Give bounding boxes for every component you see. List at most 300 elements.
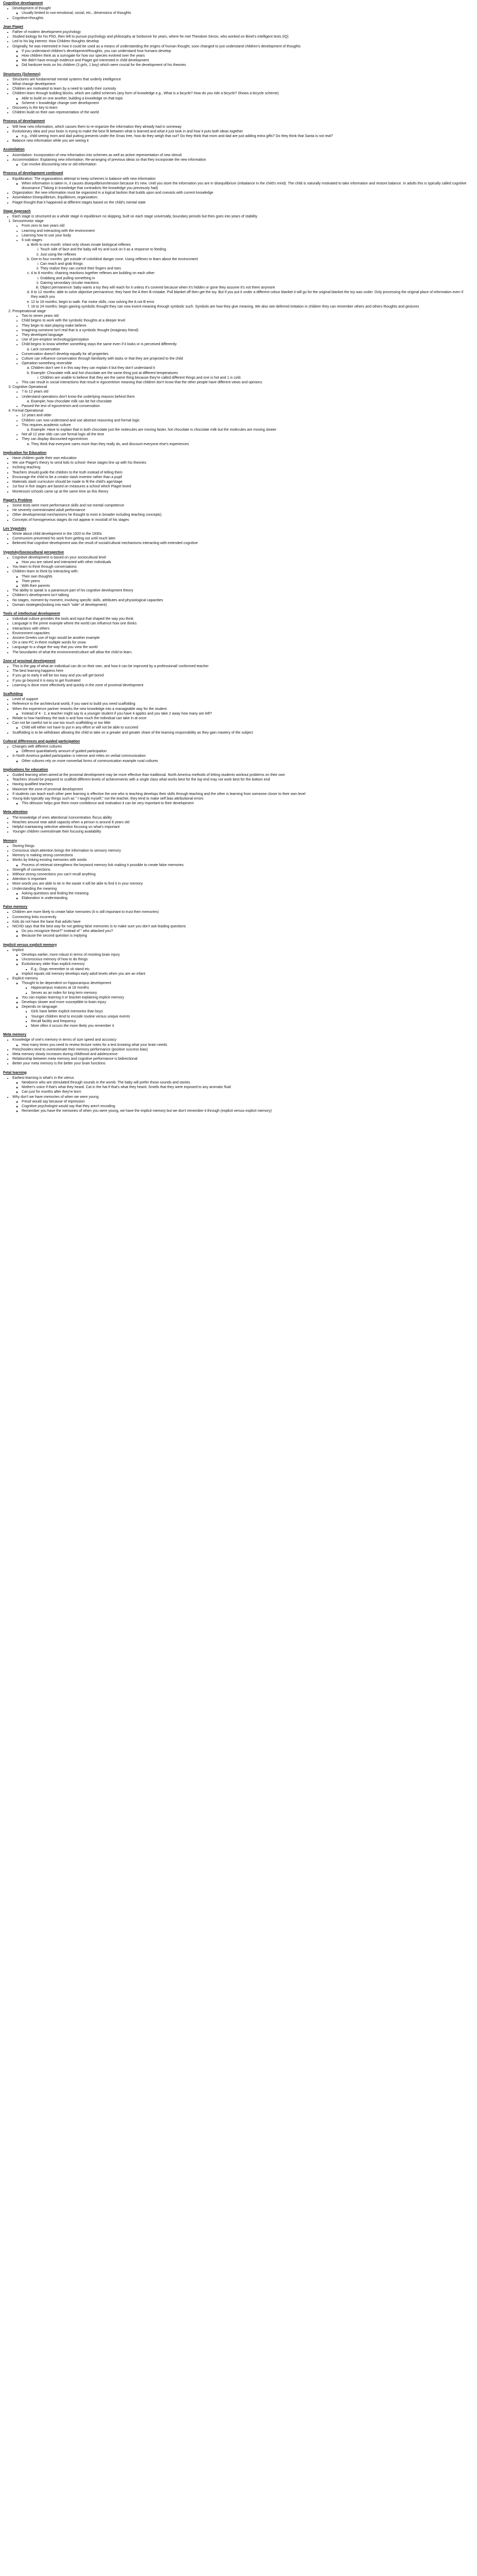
list-item	[22, 584, 468, 588]
list-item-text: Will hear new information, which causes them to re-organize the information they already had in someway	[12, 125, 182, 129]
list-item	[22, 711, 468, 716]
numbered-list	[22, 442, 468, 447]
list-item-text: 12 years and older	[22, 414, 52, 418]
list-item	[40, 262, 468, 266]
list-item	[12, 125, 468, 129]
note-section	[3, 25, 468, 68]
list-item	[22, 357, 468, 361]
note-section	[3, 498, 468, 522]
list-item	[22, 162, 468, 167]
list-item-text: Can involve discounting new or old information	[22, 163, 96, 167]
list-item	[22, 749, 468, 754]
list-item-text: Child will either not have to put in any effort or will not be able to succeed	[22, 726, 138, 730]
section-heading: Vygotsky/Sociocultural perspective	[3, 550, 64, 554]
list-item-text: Conscious slash attention brings the information to sensory memory	[12, 849, 121, 853]
list-item	[31, 304, 468, 309]
bullet-list	[3, 816, 468, 835]
list-item-text: Without strong connections you can't recall anything	[12, 872, 96, 876]
list-item	[22, 972, 468, 976]
list-item-text: Unconscious memory of how to do things	[22, 958, 88, 962]
list-item-text: Children learn to think by interacting with:	[12, 570, 79, 574]
list-item	[12, 673, 468, 678]
list-item	[12, 877, 468, 882]
list-item-text: Learning is done more effectively and quickly in the zone of proximal development	[12, 683, 143, 687]
list-item	[12, 214, 468, 219]
list-item	[22, 1005, 468, 1028]
list-item	[22, 759, 468, 764]
list-item-text: They begin to start playing make believe	[22, 324, 87, 328]
list-item	[12, 1095, 468, 1114]
list-item	[12, 219, 468, 309]
list-item	[22, 1080, 468, 1085]
list-item-text: Did hardcore tests on his children (3 girls, 1 boy) which were crucial for the development of his theories	[22, 63, 186, 67]
bullet-list	[3, 6, 468, 21]
list-item	[22, 63, 468, 67]
list-item-text: Meta memory slowly increases during childhood and adolescence	[12, 1053, 118, 1057]
list-item-text: You learn to think through conversations	[12, 565, 77, 569]
list-item	[12, 39, 468, 44]
bullet-list	[12, 981, 468, 1028]
list-item	[12, 626, 468, 631]
note-section	[3, 209, 468, 447]
list-item-text: Scaffolding is to be withdrawn allowing the child to take on a greater and greater share of the learning responsibility as they gain mastery of the subject	[12, 731, 253, 735]
list-item	[22, 423, 468, 432]
list-item-text: Studied biology for his PhD, then left to pursue psychology and philosophy at Sorbonne for years, where he met Theodore Simon, who worked on Binet's intelligent tests (IQ)	[12, 35, 289, 39]
list-item-text: Interactions with others	[12, 626, 50, 631]
list-item-text: Implicit equals old memory develops early adult levels when you are an infant	[22, 972, 145, 976]
list-item	[22, 432, 468, 437]
list-item-text: Do you recognize these?" instead of " who attacked you?	[22, 929, 113, 934]
list-item-text: On a new PC in-there multiple words for snow	[12, 641, 86, 645]
list-item	[12, 1057, 468, 1061]
list-item	[12, 153, 468, 158]
list-item	[12, 1052, 468, 1057]
bullet-list	[12, 929, 468, 938]
list-item	[12, 683, 468, 688]
list-item	[12, 617, 468, 621]
list-item	[22, 58, 468, 63]
list-item-text: Not all 12 year olds can use formal logic all the time	[22, 433, 104, 437]
list-item-text: Understanding the meaning	[12, 887, 57, 891]
list-item-text: Depends on language:	[22, 1005, 58, 1009]
bullet-list	[12, 711, 468, 716]
list-item-text: The ability to speak is a paramount part of his cognitive development theory	[12, 589, 134, 593]
list-item-text: They realize they can control their fingers and toes	[40, 267, 121, 271]
list-item-text: Develops slower and more susceptible to brain injury	[22, 1001, 106, 1004]
list-item-text: Child begins to work with the symbolic thoughts at a deeper level	[22, 319, 125, 323]
list-item-text: Younger children overestimate their focusing availability	[12, 830, 102, 834]
list-item-text: Discovery is the key to learn	[12, 106, 58, 110]
list-item	[31, 991, 468, 995]
list-item	[12, 849, 468, 853]
list-item-text: Children are more likely to create false memories (it is still important to trust their memories)	[12, 910, 159, 914]
list-item-text: Can reach and grab things	[40, 262, 83, 266]
list-item-text: In North America guided participation is intense and relies on verbal communication	[12, 754, 146, 758]
list-item-text: Example; how chocolate milk can be hot chocolate	[31, 399, 112, 403]
list-item	[12, 948, 468, 976]
list-item	[12, 640, 468, 645]
section-heading: Assimilation	[3, 148, 25, 152]
list-item-text: Equilibration: The organizations attempt to keep schemes in balance with new information	[12, 177, 156, 181]
bullet-list	[12, 863, 468, 868]
list-item-text: Imagining someone isn't real that is a symbolic thought (imaginary friend)	[22, 328, 139, 332]
list-item-text: Newborns who are stimulated through sounds in the womb. The baby will prefer those sounds and stories	[22, 1081, 190, 1085]
list-item-text: Strength of connections	[12, 868, 51, 872]
list-item	[12, 87, 468, 91]
section-heading: Implication for Education	[3, 451, 47, 455]
bullet-list	[3, 125, 468, 144]
bullet-list	[12, 96, 468, 106]
list-item	[22, 389, 468, 394]
bullet-list	[3, 664, 468, 688]
section-heading: Structures (Schemes)	[3, 72, 41, 76]
list-item-text: 8 to 12 months: able to solve objective permanence, they have the A then B mistake. Pull blanket off then get the toy. But if you put it under a different colour blanket it will go for the original blanket the toy was under. Only processing the original place of information even if they watch you	[31, 291, 464, 299]
list-item	[22, 579, 468, 584]
list-item	[12, 796, 468, 806]
list-item	[12, 777, 468, 782]
list-item	[12, 565, 468, 569]
list-item-text: Children learn through building blocks, which are called schemes (any form of knowledge e.g., What is a bicycle? How do you ride a bicycle? Shows a bicycle scheme)	[12, 92, 279, 96]
section-heading: Stage Approach	[3, 209, 31, 213]
list-item-text: Changes with different cultures	[12, 745, 62, 749]
list-item-text: Earliest learning is what's in the uterus	[12, 1076, 74, 1080]
bullet-list	[22, 986, 468, 995]
list-item-text: 1st four in five stages are based on measures a school which Piaget loved	[12, 485, 131, 489]
section-heading: Meta attention	[3, 810, 28, 815]
numbered-list	[31, 376, 468, 380]
list-item	[31, 428, 468, 432]
bullet-list	[12, 574, 468, 589]
note-section	[3, 1032, 468, 1066]
list-item-text: 18 to 24 months: begin gaining symbolic thought they can now invent meaning through symbolic such. Symbols are how they give meaning. We also see deferred imitation in children they can remember others and others thoughts and gestures	[31, 304, 419, 309]
list-item-text: Understand operations don't know the underlying reasons behind them	[22, 395, 135, 399]
bullet-list	[3, 77, 468, 115]
note-section	[3, 739, 468, 764]
list-item-text: Piaget thought that it happened at different stages based on the child's mental state	[12, 200, 146, 205]
list-item-text: Elaboration is understanding	[22, 896, 68, 900]
list-item-text: No stages, moment by moment, involving specific skills, attributes and physiological capacities	[12, 598, 163, 602]
list-item-text: Touch side of face and the baby will try and suck on it as a response to feeding	[40, 248, 166, 252]
list-item-text: This is the gap of what an individual can do on their own, and how it can be improved by a professional/ conformed teacher	[12, 665, 209, 668]
list-item-text: Structures are fundamental mental systems that underly intelligence	[12, 77, 121, 81]
list-item	[40, 247, 468, 252]
list-item	[22, 54, 468, 58]
list-item	[22, 337, 468, 342]
list-item	[22, 49, 468, 54]
list-item	[12, 456, 468, 461]
numbered-list	[31, 262, 468, 271]
list-item-text: Environment capacities	[12, 631, 50, 635]
list-item-text: Kids do not have the base that adults have	[12, 920, 81, 924]
list-item	[40, 252, 468, 257]
list-item	[22, 361, 468, 380]
list-item-text: Implicit	[12, 948, 24, 952]
list-item	[31, 1009, 468, 1014]
list-item-text: 4 to 8 months: chaining reactions together reflexes are building on each other	[31, 272, 155, 276]
list-item-text: Thought to be dependent on hippocampus development	[22, 981, 111, 986]
list-item-text: This can result in social interactions that result in egocentrism meaning that children don't know that the other people have different views and opinions	[22, 381, 262, 385]
list-item-text: Connecting links incorrectly	[12, 915, 57, 919]
list-item	[22, 324, 468, 328]
list-item-text: He severely overestimated adult performance	[12, 509, 86, 513]
list-item	[12, 541, 468, 546]
list-item	[31, 371, 468, 380]
bullet-list	[3, 1076, 468, 1114]
list-item	[22, 1090, 468, 1094]
list-item	[22, 957, 468, 962]
bullet-list	[3, 555, 468, 607]
list-item	[22, 224, 468, 228]
bullet-list	[12, 134, 468, 139]
list-item-text: NICHD says that the best way for not getting false memories is to make sure you don't ask leading questions	[12, 924, 186, 928]
list-item	[22, 404, 468, 409]
list-item-text: Sensorimotor stage	[12, 219, 44, 224]
list-item-text: The best learning happens here	[12, 669, 63, 673]
list-item	[40, 276, 468, 281]
list-item	[12, 731, 468, 735]
list-item	[12, 782, 468, 787]
list-item-text: Communism prevented his work from getting out until much later	[12, 537, 116, 541]
list-item	[12, 555, 468, 565]
list-item-text: Assimilation-Disequilibrium, Equilibrium, organization;	[12, 196, 98, 200]
list-item-text: Why don't we have memories of when we were young	[12, 1095, 99, 1099]
list-item-text: This delusion helps give them more confidence and motivation it can be very important to their development	[22, 802, 194, 806]
note-section	[3, 943, 468, 1029]
list-item	[12, 1047, 468, 1052]
list-item	[40, 281, 468, 285]
list-item-text: Storing things	[12, 844, 35, 848]
list-item	[31, 967, 468, 972]
list-item-text: e.g., child seeing mom and dad putting presents under the Xmas tree, how do they weigh that out? Do they think that mom and dad are just adding extra gifts? Do they think that Santa is not real?	[22, 134, 333, 139]
list-item-text: Other developmental mechanisms he thought to exist in broader including teaching concepts)	[12, 513, 162, 517]
list-item-text: Conservation doesn't develop equally for all properties	[22, 352, 109, 356]
list-item-text: Children build on their own representation of the world	[12, 111, 99, 115]
list-item	[31, 366, 468, 370]
list-item	[22, 560, 468, 565]
list-item	[12, 82, 468, 87]
list-item	[22, 1099, 468, 1104]
list-item-text: Operation-something reversible	[22, 362, 72, 366]
list-item-text: Teachers should guide the children to the truth instead of telling them	[12, 470, 123, 474]
list-item	[12, 920, 468, 924]
list-item-text: More often it occurs the more likely you remember it	[31, 1024, 114, 1028]
bullet-list	[3, 153, 468, 167]
list-item-text: Development of thought	[12, 7, 51, 11]
list-item	[12, 915, 468, 920]
bullet-list	[3, 456, 468, 494]
list-item	[40, 266, 468, 271]
list-item-text: Concepts of homogeneous stages do not appear in most/all of his stages	[12, 518, 129, 522]
list-item-text: More words you are able to tie in the easier it will be able to find it in your memory	[12, 882, 143, 886]
list-item	[12, 139, 468, 143]
list-item-text: Asking questions and finding the meaning	[22, 891, 89, 895]
list-item	[12, 489, 468, 494]
list-item	[22, 134, 468, 139]
numbered-list	[22, 347, 468, 352]
list-item-text: Helpful maintaining selective attention focusing on what's important	[12, 825, 120, 829]
list-item-text: Having qualified teachers	[12, 783, 53, 787]
list-item	[12, 664, 468, 669]
list-item-text: 6 sub stages	[22, 238, 42, 242]
list-item-text: Wrote about child development in the 1920 to the 1930s	[12, 532, 102, 536]
note-section	[3, 905, 468, 938]
list-item	[22, 238, 468, 309]
list-item-text: Balance new information while you are seeing it	[12, 139, 89, 143]
list-item-text: Children's development isn't talking	[12, 594, 69, 598]
numbered-list	[22, 243, 468, 309]
list-item-text: Evolutionary older than explicit memory	[22, 962, 85, 967]
list-item-text: Passed the test of egocentrism and conservation	[22, 404, 100, 409]
bullet-list	[22, 1009, 468, 1028]
list-item-text: Child begins to know whether something stays the same even if it looks or is perceived differently	[22, 343, 177, 347]
bullet-list	[12, 49, 468, 68]
list-item-text: The knowledge of ones attentional /concentration /focus ability	[12, 816, 112, 820]
list-item	[22, 418, 468, 423]
list-item	[12, 1038, 468, 1047]
list-item	[31, 1014, 468, 1019]
list-item	[12, 787, 468, 792]
list-item	[12, 475, 468, 480]
list-item-text: With their parents	[22, 584, 50, 588]
list-item-text: Each stage is structured as a whole stage in equilibrium no skipping, built on each stage universally, boundary periods but then goes into years of stability	[12, 214, 257, 218]
bullet-list	[12, 1099, 468, 1114]
list-item	[12, 461, 468, 465]
list-item	[31, 271, 468, 290]
list-item	[22, 801, 468, 806]
bullet-list	[12, 314, 468, 385]
list-item	[12, 106, 468, 110]
list-item-text: Organization: the new information must be organized in a logical fashion that builds upon and coexists with current knowledge	[12, 191, 213, 195]
section-heading: Zone of proximal development	[3, 659, 56, 663]
list-item	[22, 929, 468, 934]
list-item-text: Lack conservation	[31, 347, 60, 351]
list-item-text: Object permanence: baby wants a toy they will reach for it unless it's covered because when it's hidden or gone they assume it's not there anymore	[40, 285, 275, 290]
bullet-list	[22, 967, 468, 972]
list-item	[12, 465, 468, 470]
list-item	[12, 195, 468, 200]
list-item	[12, 508, 468, 513]
list-item	[12, 636, 468, 640]
section-heading: Process of development	[3, 120, 45, 124]
section-heading: Piaget's Problem	[3, 498, 32, 502]
list-item-text: Maximize the zone of proximal development	[12, 787, 83, 791]
list-item-text: Preoperational stage	[12, 309, 46, 313]
list-item-text: They can display discounted egocentrism	[22, 437, 88, 442]
list-item	[12, 679, 468, 683]
list-item	[12, 825, 468, 829]
section-heading: Implications for education	[3, 768, 48, 772]
list-item-text: 7 to 12 years old	[22, 390, 48, 394]
list-item	[12, 480, 468, 484]
list-item	[12, 536, 468, 541]
list-item	[12, 470, 468, 475]
list-item-text: Instead of 4 - 2, a teacher might say to a younger student if you have 4 apples and you take 2 away how many are left?	[22, 711, 212, 716]
list-item-text: Some tests were more performance skills and not mental competence	[12, 503, 124, 507]
list-item-text: Explicit memory	[12, 976, 38, 980]
list-item	[22, 1043, 468, 1047]
list-item-text: Their peers	[22, 579, 40, 583]
list-item	[22, 725, 468, 730]
list-item	[12, 716, 468, 721]
list-item	[40, 376, 468, 380]
list-item	[12, 110, 468, 115]
list-item	[40, 285, 468, 290]
list-item-text: Cognitive psychologist would say that they aren't encoding	[22, 1105, 116, 1109]
bullet-list	[12, 389, 468, 409]
list-item	[31, 257, 468, 272]
section-heading: Scaffolding	[3, 692, 23, 697]
note-section	[3, 692, 468, 735]
list-item-text: This requires academic culture	[22, 423, 71, 427]
list-item-text: If you go to early it will be too easy and you will get bored	[12, 674, 104, 678]
list-item-text: Inclining teaching	[12, 466, 41, 470]
list-item	[12, 513, 468, 517]
list-item-text: Level of support	[12, 698, 38, 702]
list-item-text: Can just for months after they're born	[22, 1090, 81, 1094]
list-item	[22, 437, 468, 446]
list-item-text: Attention is important	[12, 877, 46, 882]
bullet-list	[3, 948, 468, 1028]
numbered-list	[22, 366, 468, 380]
note-section	[3, 171, 468, 205]
list-item	[12, 621, 468, 626]
list-item-text: Different quantitatively amount of guided participation	[22, 750, 107, 754]
list-item	[31, 399, 468, 404]
section-heading: False memory	[3, 905, 28, 909]
list-item	[12, 77, 468, 82]
list-item-text: Freud would say because of repression	[22, 1099, 85, 1104]
list-item	[22, 314, 468, 318]
list-item	[22, 896, 468, 901]
list-item	[12, 697, 468, 702]
list-item-text: Girls have better explicit memories than boys	[31, 1010, 103, 1014]
bullet-list	[3, 214, 468, 219]
bullet-list	[12, 1043, 468, 1047]
list-item	[12, 754, 468, 763]
bullet-list	[12, 1080, 468, 1095]
list-item-text: You can explain learning it or bracket explaining implicit memory	[22, 995, 124, 999]
list-item	[12, 650, 468, 655]
list-item-text: From zero to two years old	[22, 224, 64, 228]
list-item-text: Reference to the architectural world, if you want to build you need scaffolding	[12, 702, 136, 706]
section-heading: Fetal learning	[3, 1071, 27, 1075]
bullet-list	[12, 749, 468, 754]
bullet-list	[3, 773, 468, 806]
list-item	[22, 413, 468, 418]
list-item-text: Individual culture provides the tools and input that shaped the way you think	[12, 617, 134, 621]
note-section	[3, 1071, 468, 1114]
list-item-text: They developed language	[22, 333, 63, 337]
bullet-list	[12, 162, 468, 167]
list-item	[12, 702, 468, 706]
note-section	[3, 659, 468, 688]
list-item	[12, 976, 468, 1028]
list-item-text: Memory is making strong connections	[12, 854, 73, 858]
list-item	[12, 191, 468, 195]
note-section	[3, 612, 468, 655]
list-item	[12, 409, 468, 447]
list-item-text: Cognitive Operational	[12, 385, 47, 389]
list-item-text: Gaining secondary circular reactions	[40, 281, 99, 285]
list-item	[22, 995, 468, 1000]
note-section	[3, 451, 468, 494]
list-item-text: Language is the prime example where the world can influence how one thinks	[12, 622, 137, 626]
list-item-text: How you are raised and interacted with other individuals	[22, 560, 111, 564]
list-item	[22, 962, 468, 971]
list-item	[22, 574, 468, 579]
list-item-text: We use Piaget's theory to send kids to school- these stages line up with his theories	[12, 461, 146, 465]
list-item	[22, 96, 468, 101]
